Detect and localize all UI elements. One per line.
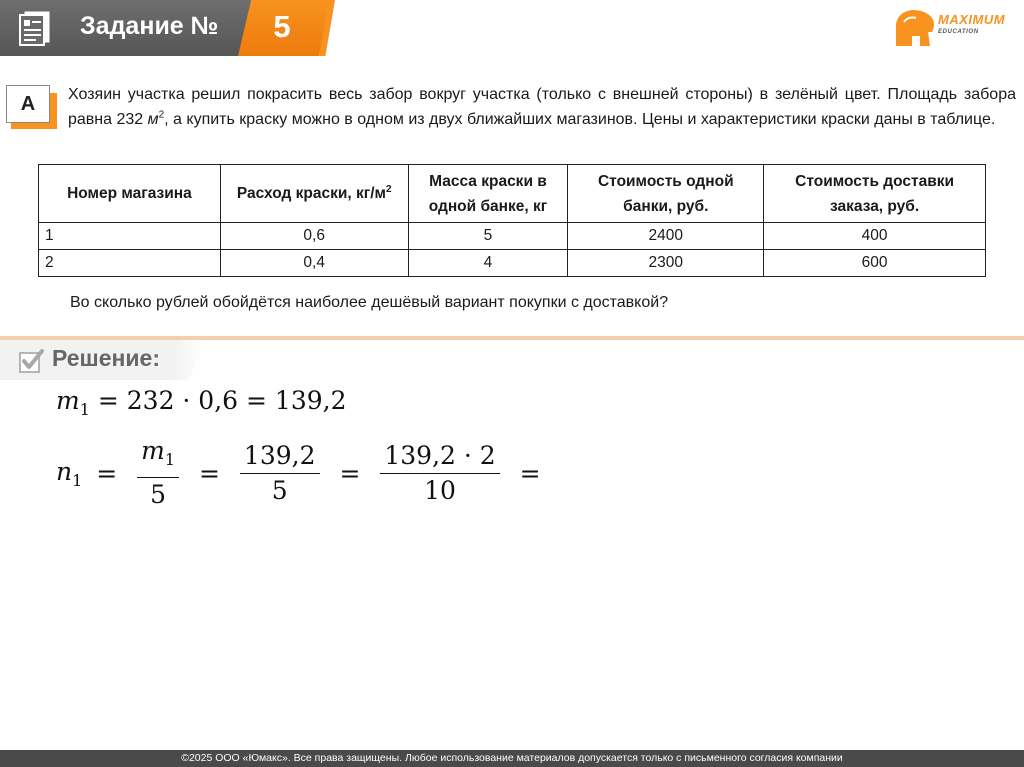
table-header: Масса краски в одной банке, кг [408,165,568,223]
math-variable: n [56,456,73,486]
solution-equation-2 [56,434,547,512]
logo-wordmark: MAXIMUM [938,12,1006,27]
table-header: Расход краски, $кг/м^2$ [220,165,408,223]
math-equals: = [339,458,361,488]
math-subscript: 1 [72,470,83,490]
table-cell: 4 [408,250,568,277]
difficulty-badge: A [6,85,50,123]
logo-subtitle: EDUCATION [938,29,979,35]
table-cell: 400 [764,223,986,250]
math-fraction: $\frac{139,2}{5}$ [240,439,320,508]
math-fraction: $\frac{m_1}{5}$ [137,434,179,512]
checkbox-icon [18,348,44,374]
math-equals: = [96,458,118,488]
problem-text-part-1: Хозяин участка решил покрасить весь забор вокруг участка (только с внешней стороны) в зелёный цвет. Площадь забора равна 232 [68,86,1016,128]
table-cell: 0,6 [220,223,408,250]
table-header: Стоимость доставки заказа, руб. [764,165,986,223]
problem-text-unit-exponent: 2 [158,109,165,121]
copyright-footer: ©2025 ООО «Юмакс». Все права защищены. Любое использование материалов допускается только с письменного согласия компании [0,750,1024,767]
math-expression: = 232 · 0,6 = 139,2 [97,386,347,415]
table-cell: 600 [764,250,986,277]
math-fraction: $\frac{139,2 \cdot 2}{10}$ [380,439,499,508]
table-cell: 0,4 [220,250,408,277]
solution-equation-1 [56,386,346,419]
table-header: Номер магазина [39,165,221,223]
math-subscript: 1 [79,400,90,419]
task-title: Задание № [80,12,219,40]
math-variable: m [56,386,80,415]
math-equals: = [519,458,541,488]
task-number: 5 [273,9,291,44]
table-header-row [39,165,986,223]
problem-question: Во сколько рублей обойдётся наиболее дешёвый вариант покупки с доставкой? [70,294,669,311]
math-equals: = [199,458,220,488]
table-cell: 2300 [568,250,764,277]
table-row [39,223,986,250]
table-cell: 1 [39,223,221,250]
table-cell: 2400 [568,223,764,250]
problem-text-part-2: , а купить краску можно в одном из двух ближайших магазинов. Цены и характеристики краски даны в таблице. [164,111,996,128]
table-row [39,250,986,277]
price-table [38,164,986,277]
solution-title: Решение: [52,345,161,371]
problem-statement [68,82,1016,132]
problem-text-unit: м [147,111,159,128]
table-header: Стоимость одной банки, руб. [568,165,764,223]
document-icon [16,10,56,46]
table-cell: 5 [408,223,568,250]
table-cell: 2 [39,250,221,277]
header-bar [0,0,1024,58]
